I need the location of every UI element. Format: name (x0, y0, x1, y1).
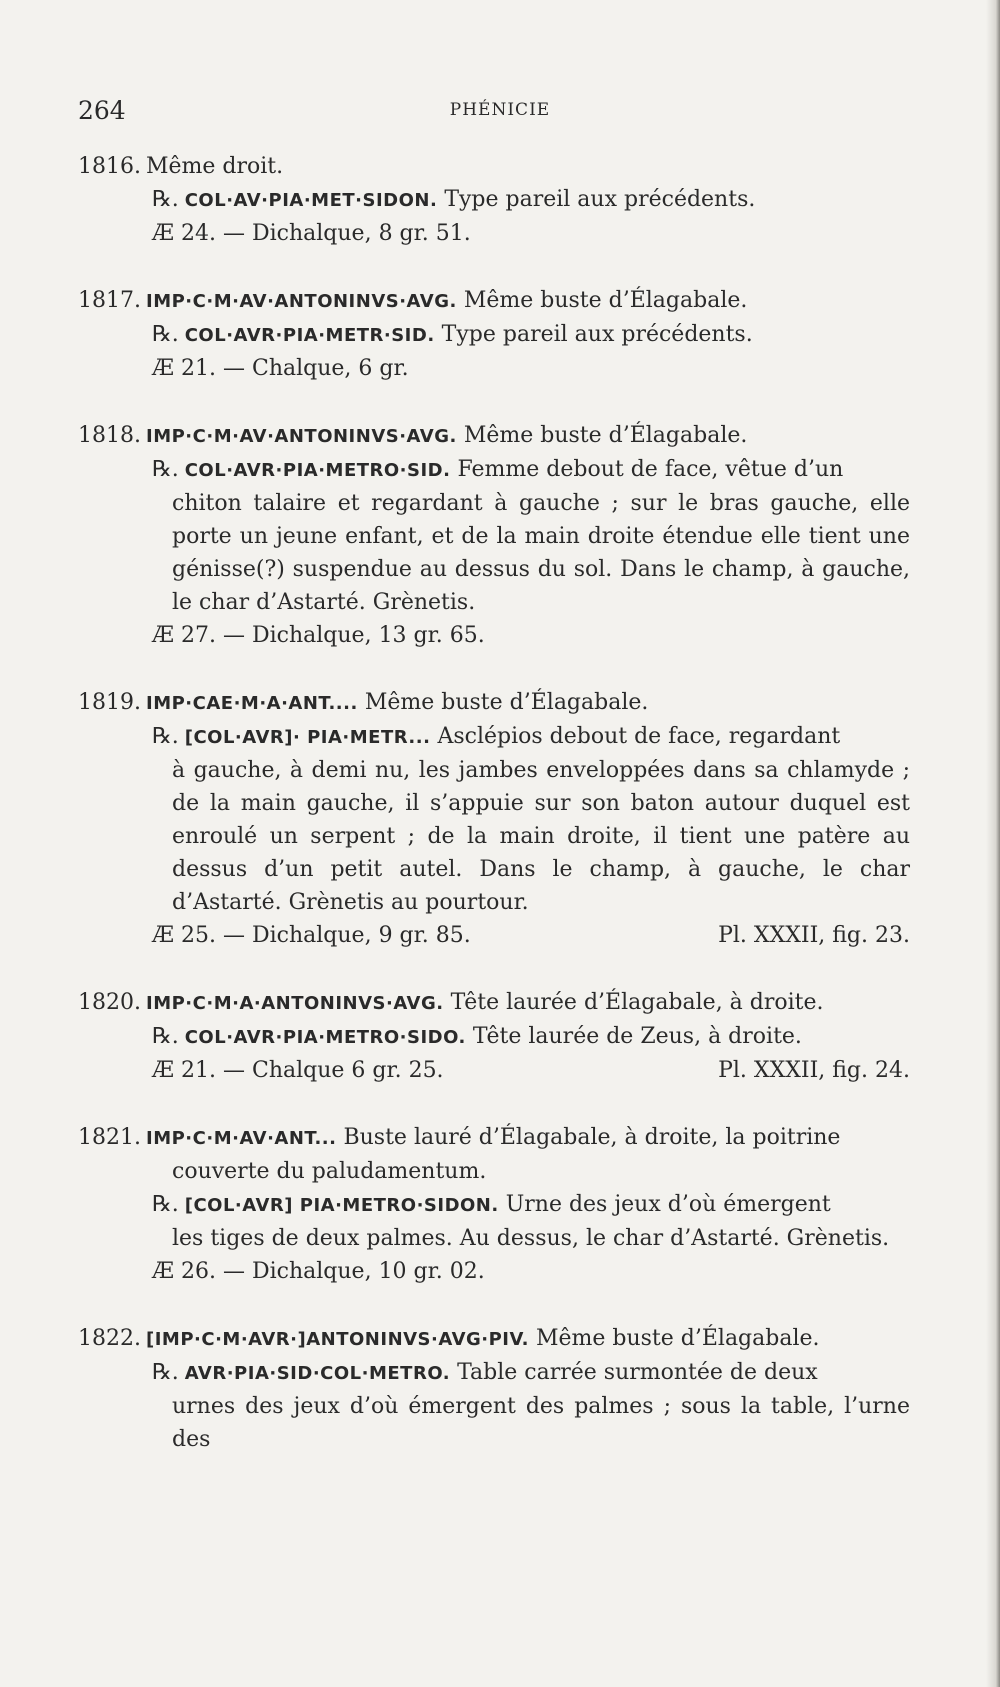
obverse-text: Buste lauré d’Élagabale, à droite, la poitrine (343, 1125, 841, 1150)
page-header (78, 96, 922, 136)
reverse-legend: COL·AVR·PIA·METR·SID. (184, 325, 435, 346)
page-number: 264 (78, 96, 126, 125)
reverse-description: les tiges de deux palmes. Au dessus, le char d’Astarté. Grènetis. (172, 1226, 890, 1251)
reverse-text: Tête laurée de Zeus, à droite. (472, 1024, 802, 1049)
metal-weight: Æ 25. — Dichalque, 9 gr. 85. (152, 923, 471, 948)
catalogue-entries (78, 150, 910, 1490)
entry-number: 1821. (78, 1125, 141, 1150)
reverse-description: chiton talaire et regardant à gauche ; sur le bras gauche, elle porte un jeune enfant, et de la main droite étendue elle tient une génisse(?) suspendue au dessus du sol. Dans le champ, à gauche, le char d’Astarté. Grènetis. (172, 491, 910, 615)
obverse-text: Tête laurée d’Élagabale, à droite. (450, 990, 824, 1015)
reverse-legend: COL·AVR·PIA·METRO·SID. (184, 460, 451, 481)
obverse-line (78, 686, 910, 720)
obverse-line (78, 150, 910, 183)
reverse-description: à gauche, à demi nu, les jambes enveloppées dans sa chlamyde ; de la main gauche, il s’appuie sur son baton autour duquel est enroulé un serpent ; de la main droite, il tient une patère au dessus d’un petit autel. Dans le champ, à gauche, le char d’Astarté. Grènetis au pourtour. (172, 758, 910, 915)
metal-weight: Æ 24. — Dichalque, 8 gr. 51. (152, 221, 471, 246)
plate-reference: Pl. XXXII, fig. 24. (718, 1058, 910, 1083)
reverse-text: Femme debout de face, vêtue d’un (457, 457, 844, 482)
reverse-sign: ℞. (152, 457, 179, 482)
obverse-line (78, 419, 910, 453)
catalogue-entry (78, 284, 910, 385)
metal-weight-line (78, 352, 910, 385)
reverse-sign: ℞. (152, 1360, 179, 1385)
obverse-text: Même buste d’Élagabale. (463, 423, 748, 448)
obverse-continuation: couverte du paludamentum. (172, 1159, 487, 1184)
obverse-legend: IMP·C·M·AV·ANTONINVS·AVG. (146, 291, 457, 312)
reverse-sign: ℞. (152, 1192, 179, 1217)
reverse-text: Table carrée surmontée de deux (457, 1360, 818, 1385)
metal-weight: Æ 21. — Chalque 6 gr. 25. (152, 1058, 444, 1083)
obverse-line (78, 986, 910, 1020)
page-edge-shadow (986, 0, 1000, 1687)
entry-number: 1822. (78, 1326, 141, 1351)
reverse-line (78, 453, 910, 487)
reverse-sign: ℞. (152, 724, 179, 749)
catalogue-entry (78, 419, 910, 652)
obverse-text: Même buste d’Élagabale. (364, 690, 649, 715)
entry-number: 1817. (78, 288, 141, 313)
entry-number: 1820. (78, 990, 141, 1015)
entry-number: 1816. (78, 154, 141, 179)
metal-weight-line (78, 1255, 910, 1288)
reverse-line (78, 1188, 910, 1222)
reverse-text: Urne des jeux d’où émergent (505, 1192, 831, 1217)
reverse-line (78, 1020, 910, 1054)
reverse-legend: AVR·PIA·SID·COL·METRO. (184, 1363, 451, 1384)
reverse-description: urnes des jeux d’où émergent des palmes ; sous la table, l’urne des (172, 1394, 910, 1452)
obverse-text: Même buste d’Élagabale. (535, 1326, 820, 1351)
metal-weight-line (78, 919, 910, 952)
metal-weight: Æ 26. — Dichalque, 10 gr. 02. (152, 1259, 485, 1284)
running-head: PHÉNICIE (449, 100, 551, 120)
reverse-legend: [COL·AVR]· PIA·METR... (184, 727, 431, 748)
metal-weight-line (78, 1054, 910, 1087)
reverse-line (78, 720, 910, 754)
metal-weight-line (78, 619, 910, 652)
catalogue-entry (78, 150, 910, 250)
metal-weight-line (78, 217, 910, 250)
obverse-legend: [IMP·C·M·AVR·]ANTONINVS·AVG·PIV. (146, 1329, 529, 1350)
reverse-text: Type pareil aux précédents. (444, 187, 756, 212)
obverse-line (78, 284, 910, 318)
catalogue-entry (78, 1121, 910, 1288)
reverse-legend: COL·AVR·PIA·METRO·SIDO. (184, 1027, 466, 1048)
entry-number: 1818. (78, 423, 141, 448)
reverse-line (78, 318, 910, 352)
obverse-text: Même buste d’Élagabale. (463, 288, 748, 313)
reverse-line (78, 1356, 910, 1390)
obverse-legend: IMP·C·M·A·ANTONINVS·AVG. (146, 993, 444, 1014)
obverse-text: Même droit. (146, 154, 284, 179)
catalogue-entry (78, 986, 910, 1087)
obverse-line (78, 1322, 910, 1356)
catalogue-entry (78, 686, 910, 952)
obverse-line (78, 1121, 910, 1155)
metal-weight: Æ 21. — Chalque, 6 gr. (152, 356, 409, 381)
reverse-line (78, 183, 910, 217)
reverse-legend: COL·AV·PIA·MET·SIDON. (184, 190, 438, 211)
obverse-legend: IMP·CAE·M·A·ANT.... (146, 693, 358, 714)
reverse-legend: [COL·AVR] PIA·METRO·SIDON. (184, 1195, 499, 1216)
entry-number: 1819. (78, 690, 141, 715)
plate-reference: Pl. XXXII, fig. 23. (718, 923, 910, 948)
reverse-sign: ℞. (152, 322, 179, 347)
reverse-sign: ℞. (152, 1024, 179, 1049)
obverse-legend: IMP·C·M·AV·ANT... (146, 1128, 337, 1149)
reverse-text: Asclépios debout de face, regardant (437, 724, 841, 749)
reverse-text: Type pareil aux précédents. (441, 322, 753, 347)
metal-weight: Æ 27. — Dichalque, 13 gr. 65. (152, 623, 485, 648)
obverse-legend: IMP·C·M·AV·ANTONINVS·AVG. (146, 426, 457, 447)
reverse-sign: ℞. (152, 187, 179, 212)
catalogue-entry (78, 1322, 910, 1456)
